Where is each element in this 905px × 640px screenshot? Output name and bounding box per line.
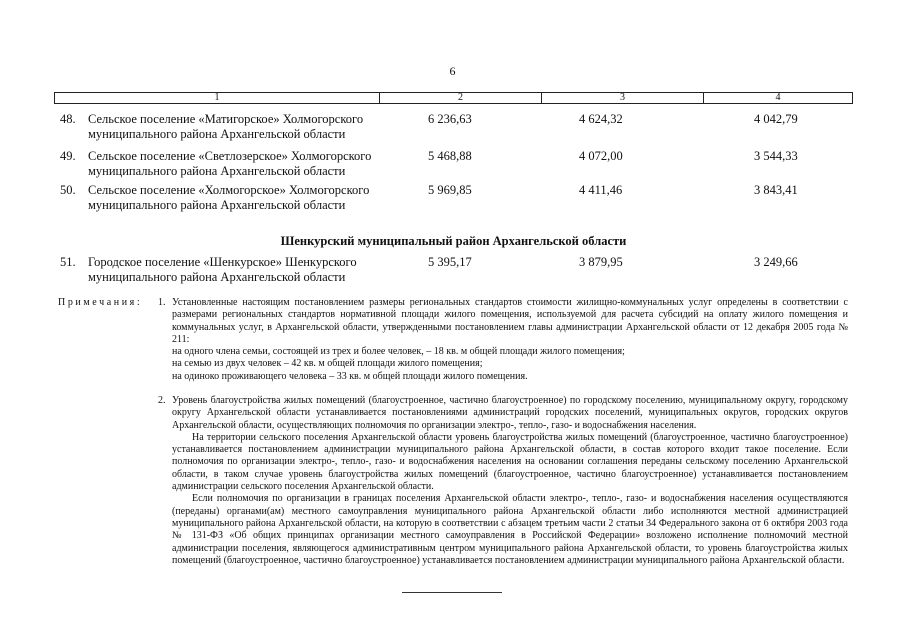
- note-2-paragraph: Уровень благоустройства жилых помещений (благоустроенное, частично благоустроенное) по городскому поселению, муниципальному округу, городскому округу Архангельской области устанавливается постановлениями администраций городских поселений, муниципальных округов, городских округов Архангельской области, осуществляющих полномочия по организации электро-, тепло-, газо- и водоснабжения населения.: [172, 395, 848, 431]
- note-1-item: на одиноко проживающего человека – 33 кв. м общей площади жилого помещения.: [172, 370, 528, 382]
- row-value-col2: 5 468,88: [428, 149, 472, 163]
- row-value-col2: 5 969,85: [428, 183, 472, 197]
- row-number: 50.: [60, 183, 76, 197]
- note-2-paragraph: На территории сельского поселения Архангельской области уровень благоустройства жилых помещений (благоустроенное, частично благоустроенное) устанавливается постановлением администрации муниципального района Архангельской области, в состав которого входит такое поселение. Если полномочия по организации электро-, тепло-, газо- и водоснабжения населения на основании соглашения переданы сельскому поселению Архангельской области, в таком случае уровень благоустройства жилых помещений (благоустроенное, частично благоустроенное) устанавливается постановлением администрации сельского поселения Архангельской области.: [172, 431, 848, 493]
- row-value-col2: 6 236,63: [428, 112, 472, 126]
- row-number: 51.: [60, 255, 76, 269]
- row-value-col4: 3 249,66: [754, 255, 798, 269]
- row-value-col4: 3 843,41: [754, 183, 798, 197]
- note-2-paragraph: Если полномочия по организации в границах поселения Архангельской области электро-, тепло-, газо- и водоснабжения населения осуществляются (переданы) органами(ам) местного самоуправления муниципального района Архангельской области либо исполняются местной администрацией муниципального района Архангельской области, на которую в соответствии с абзацем третьим части 2 статьи 34 Федерального закона от 6 октября 2003 года № 131-ФЗ «Об общих принципах организации местного самоуправления в Российской Федерации» возложено исполнение полномочий местной администрации поселения, являющегося административным центром муниципального района Архангельской области, то уровень благоустройства жилых помещений (благоустроенное, частично благоустроенное) устанавливается постановлением администрации муниципального района Архангельской области.: [172, 493, 848, 566]
- row-number: 48.: [60, 112, 76, 126]
- header-col-3: 3: [542, 93, 704, 103]
- table-header-row: [54, 92, 853, 104]
- row-name: Сельское поселение «Холмогорское» Холмогорского муниципального района Архангельской области: [88, 183, 370, 212]
- note-2-text: [172, 395, 848, 567]
- header-col-2: 2: [380, 93, 542, 103]
- note-1-text: [172, 297, 848, 383]
- note-1-item: на семью из двух человек – 42 кв. м общей площади жилого помещения;: [172, 358, 483, 370]
- row-value-col4: 3 544,33: [754, 149, 798, 163]
- row-name: Сельское поселение «Матигорское» Холмогорского муниципального района Архангельской области: [88, 112, 364, 141]
- section-title: Шенкурский муниципальный район Архангельской области: [280, 234, 627, 248]
- row-value-col2: 5 395,17: [428, 255, 472, 269]
- page-number: 6: [449, 64, 456, 78]
- notes-label: Примечания:: [58, 297, 143, 308]
- row-value-col4: 4 042,79: [754, 112, 798, 126]
- row-name: Городское поселение «Шенкурское» Шенкурского муниципального района Архангельской области: [88, 255, 357, 284]
- row-value-col3: 4 624,32: [579, 112, 623, 126]
- header-col-1: 1: [55, 93, 380, 103]
- header-col-4: 4: [775, 92, 781, 103]
- note-2-number: 2.: [158, 395, 166, 406]
- note-1-number: 1.: [158, 297, 166, 308]
- note-1-item: на одного члена семьи, состоящей из трех и более человек, – 18 кв. м общей площади жилого помещения;: [172, 346, 625, 358]
- separator-line: [402, 592, 502, 593]
- note-1-paragraph: Установленные настоящим постановлением размеры региональных стандартов стоимости жилищно-коммунальных услуг определены в соответствии с размерами региональных стандартов нормативной площади жилого помещения, используемой для расчета субсидий на оплату жилого помещения и коммунальных услуг, в Архангельской области, утвержденными постановлением главы администрации Архангельской области от 12 декабря 2005 года № 211:: [172, 297, 848, 345]
- row-name: Сельское поселение «Светлозерское» Холмогорского муниципального района Архангельской области: [88, 149, 372, 178]
- row-value-col3: 3 879,95: [579, 255, 623, 269]
- row-value-col3: 4 072,00: [579, 149, 623, 163]
- row-value-col3: 4 411,46: [579, 183, 623, 197]
- row-number: 49.: [60, 149, 76, 163]
